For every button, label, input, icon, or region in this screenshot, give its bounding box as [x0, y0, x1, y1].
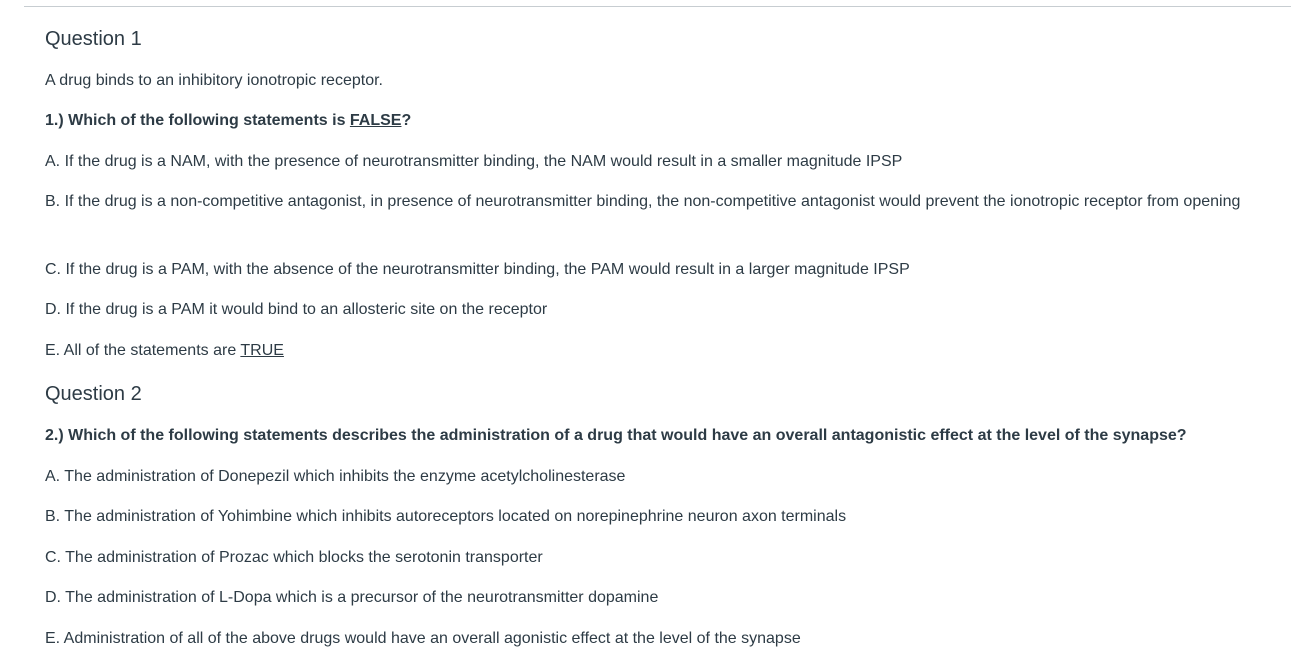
- question-2-prompt: 2.) Which of the following statements describes the administration of a drug that would have an overall antagonistic effect at the level of the synapse?: [45, 427, 1187, 444]
- question-1-intro: A drug binds to an inhibitory ionotropic receptor.: [45, 72, 383, 89]
- question-1-option-e-text: E. All of the statements are: [45, 342, 241, 359]
- true-emphasis: TRUE: [240, 342, 284, 359]
- question-2-option-c: C. The administration of Prozac which blocks the serotonin transporter: [45, 549, 543, 566]
- question-2-option-e: E. Administration of all of the above drugs would have an overall agonistic effect at the level of the synapse: [45, 630, 801, 647]
- question-1-option-a: A. If the drug is a NAM, with the presence of neurotransmitter binding, the NAM would result in a smaller magnitude IPSP: [45, 153, 903, 170]
- question-2-option-a: A. The administration of Donepezil which inhibits the enzyme acetylcholinesterase: [45, 468, 626, 485]
- top-divider: [24, 6, 1291, 7]
- question-1-prompt: [45, 107, 411, 134]
- question-1-option-d: D. If the drug is a PAM it would bind to an allosteric site on the receptor: [45, 301, 548, 318]
- question-1-option-e: [45, 337, 284, 364]
- question-1-prompt-text: 1.) Which of the following statements is: [45, 112, 350, 129]
- question-2-option-d: D. The administration of L-Dopa which is a precursor of the neurotransmitter dopamine: [45, 589, 659, 606]
- question-2-option-b: B. The administration of Yohimbine which inhibits autoreceptors located on norepinephrine neuron axon terminals: [45, 508, 847, 525]
- question-2-heading: Question 2: [45, 383, 142, 405]
- question-1-option-c: C. If the drug is a PAM, with the absence of the neurotransmitter binding, the PAM would result in a larger magnitude IPSP: [45, 261, 910, 278]
- question-1-option-b: B. If the drug is a non-competitive antagonist, in presence of neurotransmitter binding, the non-competitive antagonist would prevent the ionotropic receptor from opening: [45, 193, 1241, 210]
- question-1-heading: Question 1: [45, 28, 142, 50]
- false-emphasis: FALSE: [349, 112, 402, 129]
- question-1-prompt-end: ?: [401, 112, 412, 129]
